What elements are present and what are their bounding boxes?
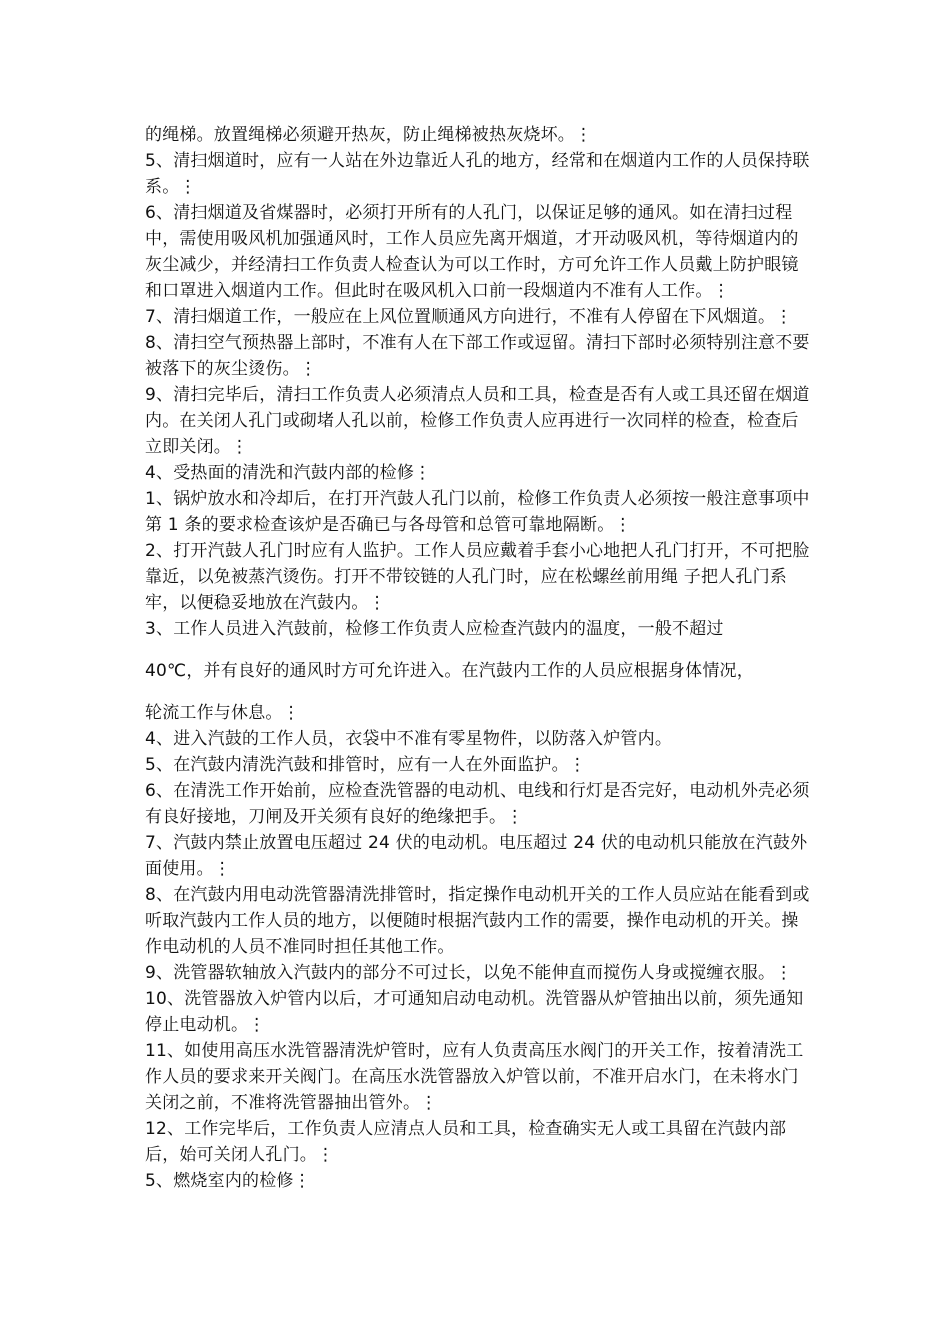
paragraph-item-8-air-preheater: 8、清扫空气预热器上部时，不准有人在下部工作或逗留。清扫下部时必须特别注意不要被落下的灰尘烫伤。⋮ (145, 333, 810, 379)
section-heading-5: 5、燃烧室内的检修⋮ (145, 1171, 311, 1191)
paragraph-drum-item-12: 12、工作完毕后，工作负责人应清点人员和工具，检查确实无人或工具留在汽鼓内部后，始可关闭人孔门。⋮ (145, 1119, 787, 1165)
paragraph-drum-item-10: 10、洗管器放入炉管内以后，才可通知启动电动机。洗管器从炉管抽出以前，须先通知停止电动机。⋮ (145, 989, 804, 1035)
paragraph-drum-item-8: 8、在汽鼓内用电动洗管器清洗排管时，指定操作电动机开关的工作人员应站在能看到或听取汽鼓内工作人员的地方，以便随时根据汽鼓内工作的需要，操作电动机的开关。操作电动机的人员不准同时担任其他工作。 (145, 885, 810, 957)
paragraph-drum-item-9: 9、洗管器软轴放入汽鼓内的部分不可过长，以免不能伸直而搅伤人身或搅缠衣服。⋮ (145, 963, 793, 983)
paragraph-drum-item-6: 6、在清洗工作开始前，应检查洗管器的电动机、电线和行灯是否完好，电动机外壳必须有良好接地，刀闸及开关须有良好的绝缘把手。⋮ (145, 781, 810, 827)
line-gap (145, 686, 810, 700)
paragraph-drum-item-3-end: 轮流工作与休息。⋮ (145, 703, 300, 723)
section-heading-4: 4、受热面的清洗和汽鼓内部的检修⋮ (145, 463, 432, 483)
paragraph-item-9-after-cleaning: 9、清扫完毕后，清扫工作负责人必须清点人员和工具，检查是否有人或工具还留在烟道内。在关闭人孔门或砌堵人孔以前，检修工作负责人应再进行一次同样的检查，检查后立即关闭。⋮ (145, 385, 810, 457)
paragraph-drum-item-7: 7、汽鼓内禁止放置电压超过 24 伏的电动机。电压超过 24 伏的电动机只能放在汽鼓外面使用。⋮ (145, 833, 808, 879)
paragraph-drum-item-1: 1、锅炉放水和冷却后，在打开汽鼓人孔门以前，检修工作负责人必须按一般注意事项中第 1 条的要求检查该炉是否确已与各母管和总管可靠地隔断。⋮ (145, 489, 810, 535)
paragraph-item-6-economizer: 6、清扫烟道及省煤器时，必须打开所有的人孔门，以保证足够的通风。如在清扫过程中，需使用吸风机加强通风时，工作人员应先离开烟道，才开动吸风机，等待烟道内的灰尘减少，并经清扫工作负责人检查认为可以工作时，方可允许工作人员戴上防护眼镜和口罩进入烟道内工作。但此时在吸风机入口前一段烟道内不准有人工作。⋮ (145, 203, 799, 301)
paragraph-drum-item-3-continued: 40℃，并有良好的通风时方可允许进入。在汽鼓内工作的人员应根据身体情况， (145, 661, 754, 681)
paragraph-item-7-upwind: 7、清扫烟道工作，一般应在上风位置顺通风方向进行，不准有人停留在下风烟道。⋮ (145, 307, 793, 327)
paragraph-drum-item-3: 3、工作人员进入汽鼓前，检修工作负责人应检查汽鼓内的温度，一般不超过 (145, 619, 724, 639)
document-body (145, 122, 810, 1194)
line-gap (145, 642, 810, 656)
paragraph-drum-item-5: 5、在汽鼓内清洗汽鼓和排管时，应有一人在外面监护。⋮ (145, 755, 587, 775)
paragraph-item-5-flue-cleaning: 5、清扫烟道时，应有一人站在外边靠近人孔的地方，经常和在烟道内工作的人员保持联系。⋮ (145, 151, 810, 197)
paragraph-rope-ladder: 的绳梯。放置绳梯必须避开热灰，防止绳梯被热灰烧坏。⋮ (145, 125, 593, 145)
paragraph-drum-item-2: 2、打开汽鼓人孔门时应有人监护。工作人员应戴着手套小心地把人孔门打开，不可把脸靠近，以免被蒸汽烫伤。打开不带铰链的人孔门时，应在松螺丝前用绳 子把人孔门系牢，以便稳妥地放在汽鼓内。⋮ (145, 541, 810, 613)
paragraph-drum-item-11: 11、如使用高压水洗管器清洗炉管时，应有人负责高压水阀门的开关工作，按着清洗工作人员的要求来开关阀门。在高压水洗管器放入炉管以前，不准开启水门，在未将水门关闭之前，不准将洗管器抽出管外。⋮ (145, 1041, 804, 1113)
paragraph-drum-item-4: 4、进入汽鼓的工作人员，衣袋中不准有零星物件，以防落入炉管内。 (145, 729, 673, 749)
